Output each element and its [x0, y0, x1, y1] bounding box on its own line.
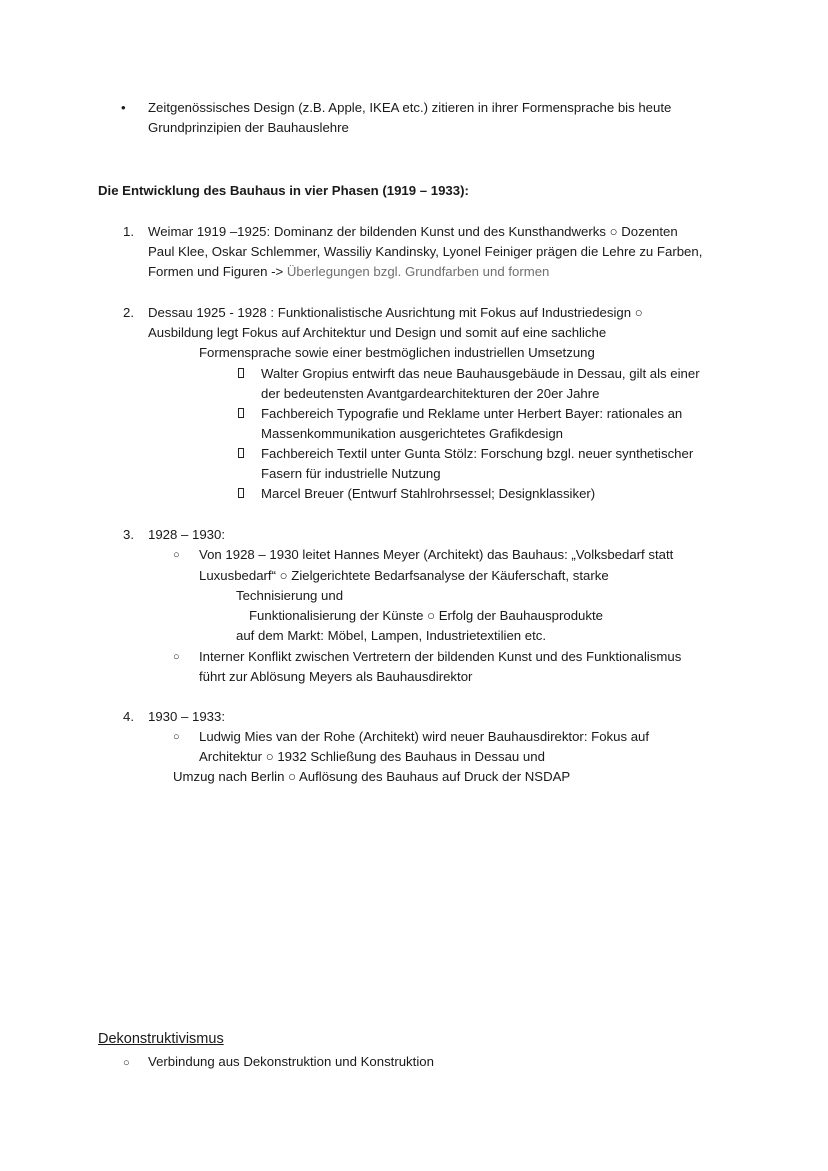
circle-bullet-icon: ○ — [123, 1057, 130, 1069]
deko-item: Verbindung aus Dekonstruktion und Konstruktion — [148, 1054, 434, 1069]
phase2-item-1-line-2: der bedeutensten Avantgardearchitekturen der 20er Jahre — [261, 386, 600, 401]
phase2-item-2-line-1: Fachbereich Typografie und Reklame unter Herbert Bayer: rationales an — [261, 406, 683, 421]
phase3-a-line-4: Funktionalisierung der Künste ○ Erfolg der Bauhausprodukte — [249, 608, 603, 623]
phase4-a-line-2: Architektur ○ 1932 Schließung des Bauhaus in Dessau und — [199, 749, 545, 764]
phase3-title: 1928 – 1930: — [148, 527, 226, 542]
phase1-line-3-text: Formen und Figuren -> — [148, 264, 287, 279]
phase2-item-3-line-2: Fasern für industrielle Nutzung — [261, 466, 441, 481]
deko-title: Dekonstruktivismus — [98, 1031, 224, 1047]
list-number-4: 4. — [123, 709, 134, 724]
phase3-b-line-2: führt zur Ablösung Meyers als Bauhausdirektor — [199, 669, 473, 684]
phase4-a-line-3: Umzug nach Berlin ○ Auflösung des Bauhaus auf Druck der NSDAP — [173, 769, 571, 784]
circle-bullet-icon: ○ — [173, 731, 180, 743]
phase2-line-1: Dessau 1925 - 1928 : Funktionalistische Ausrichtung mit Fokus auf Industriedesign ○ — [148, 305, 643, 320]
intro-line-2: Grundprinzipien der Bauhauslehre — [148, 120, 349, 135]
phase3-a-line-1: Von 1928 – 1930 leitet Hannes Meyer (Architekt) das Bauhaus: „Volksbedarf statt — [199, 547, 674, 562]
intro-line-1: Zeitgenössisches Design (z.B. Apple, IKEA etc.) zitieren in ihrer Formensprache bis heute — [148, 100, 672, 115]
phase4-title: 1930 – 1933: — [148, 709, 226, 724]
phase2-item-1-line-1: Walter Gropius entwirft das neue Bauhausgebäude in Dessau, gilt als einer — [261, 366, 700, 381]
square-bullet-icon — [238, 368, 244, 378]
list-number-2: 2. — [123, 305, 134, 320]
phase3-a-line-2: Luxusbedarf“ ○ Zielgerichtete Bedarfsanalyse der Käuferschaft, starke — [199, 568, 609, 583]
list-number-1: 1. — [123, 224, 134, 239]
square-bullet-icon — [238, 448, 244, 458]
circle-bullet-icon: ○ — [173, 651, 180, 663]
phase2-item-4-line-1: Marcel Breuer (Entwurf Stahlrohrsessel; Designklassiker) — [261, 486, 596, 501]
phase2-line-2: Ausbildung legt Fokus auf Architektur und Design und somit auf eine sachliche — [148, 325, 607, 340]
square-bullet-icon — [238, 408, 244, 418]
phase2-item-2-line-2: Massenkommunikation ausgerichtetes Grafikdesign — [261, 426, 563, 441]
phase2-line-3: Formensprache sowie einer bestmöglichen industriellen Umsetzung — [199, 345, 595, 360]
phase4-a-line-1: Ludwig Mies van der Rohe (Architekt) wird neuer Bauhausdirektor: Fokus auf — [199, 729, 650, 744]
phase1-line-3 — [148, 263, 549, 280]
phase2-item-3-line-1: Fachbereich Textil unter Gunta Stölz: Forschung bzgl. neuer synthetischer — [261, 446, 694, 461]
section-heading: Die Entwicklung des Bauhaus in vier Phasen (1919 – 1933): — [98, 183, 469, 198]
list-number-3: 3. — [123, 527, 134, 542]
phase1-line-2: Paul Klee, Oskar Schlemmer, Wassiliy Kandinsky, Lyonel Feiniger prägen die Lehre zu Farben, — [148, 244, 703, 259]
circle-bullet-icon: ○ — [173, 549, 180, 561]
phase1-line-3-grey: Überlegungen bzgl. Grundfarben und formen — [286, 264, 550, 279]
bullet-marker: • — [121, 100, 126, 115]
phase3-a-line-5: auf dem Markt: Möbel, Lampen, Industrietextilien etc. — [236, 628, 547, 643]
phase1-line-1: Weimar 1919 –1925: Dominanz der bildenden Kunst und des Kunsthandwerks ○ Dozenten — [148, 224, 678, 239]
phase3-a-line-3: Technisierung und — [236, 588, 344, 603]
phase3-b-line-1: Interner Konflikt zwischen Vertretern der bildenden Kunst und des Funktionalismus — [199, 649, 682, 664]
square-bullet-icon — [238, 488, 244, 498]
